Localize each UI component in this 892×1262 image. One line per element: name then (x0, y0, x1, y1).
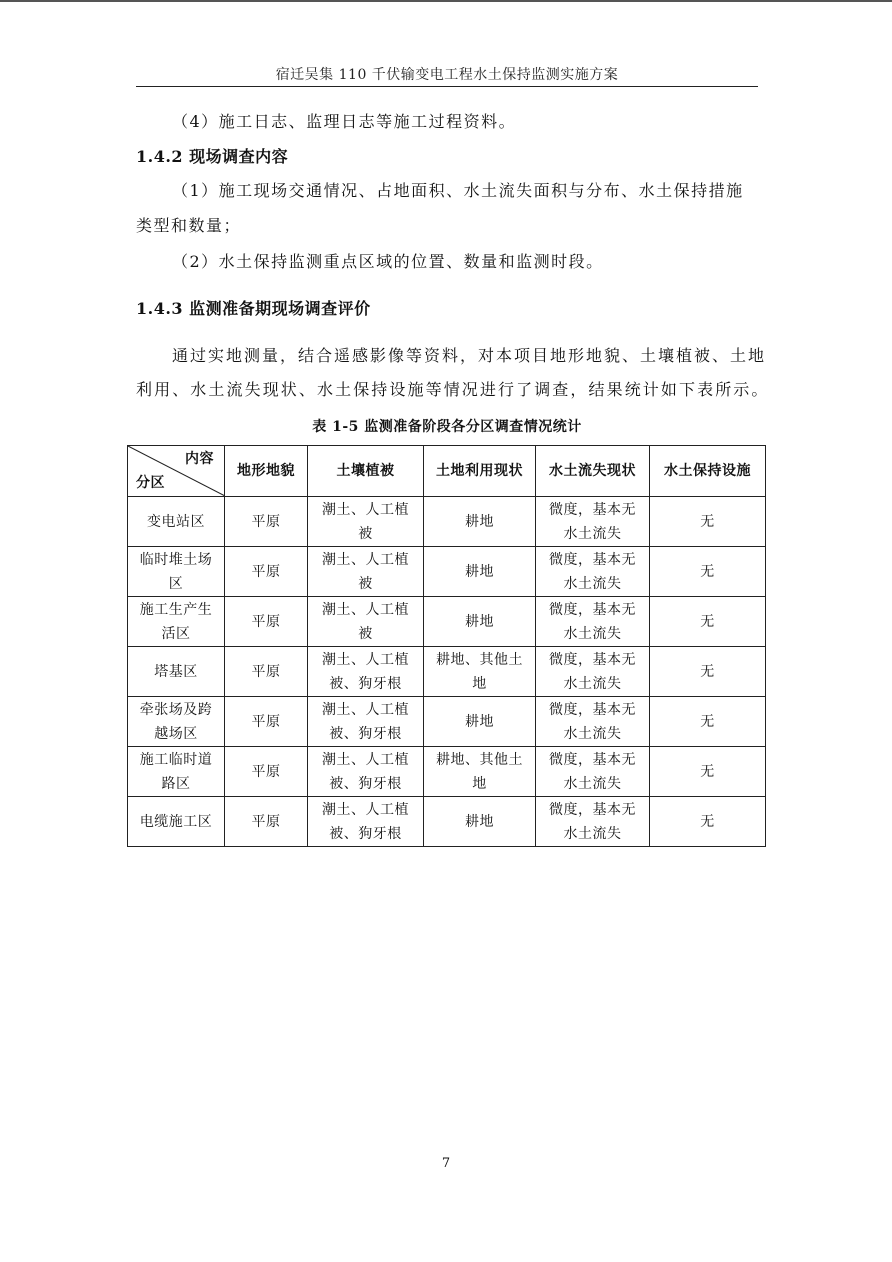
cell-terrain: 平原 (225, 797, 308, 847)
cell-erosion-status (536, 747, 650, 797)
cell-soil-vegetation-line: 被、狗牙根 (329, 775, 402, 792)
cell-soil-vegetation-line: 被、狗牙根 (329, 675, 402, 692)
cell-erosion-status-line: 水土流失 (563, 575, 622, 592)
cell-erosion-status-line: 微度，基本无 (549, 501, 636, 518)
header-land-use: 土地利用现状 (424, 446, 536, 497)
table-row (128, 547, 766, 597)
cell-soil-vegetation-line: 被 (358, 525, 373, 542)
cell-zone (128, 747, 225, 797)
cell-land-use-line: 耕地、其他土 (436, 651, 523, 668)
cell-zone-line: 活区 (161, 625, 191, 642)
cell-land-use (424, 647, 536, 697)
corner-label-content: 内容 (185, 451, 214, 467)
cell-land-use (424, 547, 536, 597)
cell-conservation-facility: 无 (650, 647, 766, 697)
cell-soil-vegetation-line: 被、狗牙根 (329, 725, 402, 742)
cell-soil-vegetation (308, 547, 424, 597)
header-soil-vegetation: 土壤植被 (308, 446, 424, 497)
cell-terrain: 平原 (225, 497, 308, 547)
cell-erosion-status-line: 水土流失 (563, 775, 622, 792)
header-erosion-status: 水土流失现状 (536, 446, 650, 497)
cell-zone (128, 547, 225, 597)
cell-soil-vegetation (308, 697, 424, 747)
cell-land-use (424, 497, 536, 547)
cell-zone-line: 施工生产生 (139, 601, 213, 618)
survey-table (127, 445, 766, 847)
table-caption: 表 1-5 监测准备阶段各分区调查情况统计 (312, 419, 582, 435)
cell-zone-line: 临时堆土场 (139, 551, 213, 568)
cell-land-use-line: 耕地、其他土 (436, 751, 523, 768)
cell-soil-vegetation-line: 潮土、人工植 (322, 651, 409, 668)
header-conservation-facility: 水土保持设施 (650, 446, 766, 497)
cell-soil-vegetation-line: 被、狗牙根 (329, 825, 402, 842)
cell-terrain: 平原 (225, 647, 308, 697)
running-header-title: 宿迁吴集 110 千伏输变电工程水土保持监测实施方案 (275, 67, 619, 83)
cell-erosion-status-line: 微度，基本无 (549, 601, 636, 618)
cell-land-use-line: 耕地 (465, 713, 494, 730)
table-row (128, 647, 766, 697)
cell-erosion-status (536, 497, 650, 547)
cell-terrain: 平原 (225, 747, 308, 797)
page-top-border (0, 0, 892, 2)
cell-soil-vegetation-line: 潮土、人工植 (322, 701, 409, 718)
cell-terrain: 平原 (225, 597, 308, 647)
cell-erosion-status (536, 797, 650, 847)
cell-zone-line: 塔基区 (154, 663, 198, 680)
cell-zone-line: 路区 (161, 775, 191, 792)
cell-zone-line: 区 (168, 575, 184, 592)
table-row (128, 747, 766, 797)
cell-conservation-facility: 无 (650, 747, 766, 797)
cell-zone-line: 电缆施工区 (139, 813, 213, 830)
cell-soil-vegetation (308, 597, 424, 647)
cell-erosion-status-line: 微度，基本无 (549, 651, 636, 668)
page-number: 7 (441, 1156, 451, 1171)
cell-soil-vegetation-line: 潮土、人工植 (322, 601, 409, 618)
table-row (128, 697, 766, 747)
cell-land-use-line: 耕地 (465, 563, 494, 580)
section-heading-1-4-2: 1.4.2 现场调查内容 (136, 147, 289, 166)
cell-erosion-status-line: 微度，基本无 (549, 551, 636, 568)
cell-conservation-facility: 无 (650, 547, 766, 597)
cell-erosion-status (536, 597, 650, 647)
table-body (128, 497, 766, 847)
cell-erosion-status-line: 水土流失 (563, 725, 622, 742)
list-item-1-line-1: （1）施工现场交通情况、占地面积、水土流失面积与分布、水土保持措施 (172, 181, 744, 200)
corner-label-zone: 分区 (136, 475, 165, 491)
paragraph-line-2: 利用、水土流失现状、水土保持设施等情况进行了调查，结果统计如下表所示。 (136, 380, 770, 399)
cell-zone (128, 797, 225, 847)
cell-land-use (424, 697, 536, 747)
cell-land-use (424, 747, 536, 797)
cell-conservation-facility: 无 (650, 797, 766, 847)
cell-erosion-status-line: 水土流失 (563, 525, 622, 542)
cell-soil-vegetation (308, 497, 424, 547)
list-item-2: （2）水土保持监测重点区域的位置、数量和监测时段。 (172, 252, 604, 271)
cell-terrain: 平原 (225, 547, 308, 597)
cell-zone-line: 施工临时道 (139, 751, 213, 768)
cell-land-use-line: 耕地 (465, 513, 494, 530)
corner-header-cell (128, 446, 225, 497)
cell-terrain: 平原 (225, 697, 308, 747)
cell-zone-line: 变电站区 (147, 513, 205, 530)
cell-erosion-status-line: 水土流失 (563, 625, 622, 642)
cell-land-use-line: 地 (472, 775, 487, 792)
section-heading-1-4-3: 1.4.3 监测准备期现场调查评价 (136, 299, 371, 318)
cell-zone (128, 597, 225, 647)
cell-erosion-status (536, 697, 650, 747)
cell-conservation-facility: 无 (650, 697, 766, 747)
cell-zone (128, 497, 225, 547)
cell-soil-vegetation-line: 潮土、人工植 (322, 801, 409, 818)
cell-soil-vegetation (308, 647, 424, 697)
cell-land-use-line: 耕地 (465, 613, 494, 630)
cell-erosion-status-line: 水土流失 (563, 675, 622, 692)
cell-soil-vegetation-line: 潮土、人工植 (322, 751, 409, 768)
table-row (128, 497, 766, 547)
cell-zone-line: 越场区 (154, 725, 198, 742)
cell-erosion-status (536, 547, 650, 597)
cell-erosion-status-line: 水土流失 (563, 825, 622, 842)
cell-soil-vegetation (308, 797, 424, 847)
cell-soil-vegetation (308, 747, 424, 797)
cell-zone (128, 647, 225, 697)
cell-land-use-line: 耕地 (465, 813, 494, 830)
cell-erosion-status-line: 微度，基本无 (549, 801, 636, 818)
table-row (128, 597, 766, 647)
cell-land-use-line: 地 (472, 675, 487, 692)
cell-erosion-status (536, 647, 650, 697)
cell-soil-vegetation-line: 潮土、人工植 (322, 501, 409, 518)
cell-zone (128, 697, 225, 747)
cell-soil-vegetation-line: 潮土、人工植 (322, 551, 409, 568)
paragraph-line-1: 通过实地测量，结合遥感影像等资料，对本项目地形地貌、土壤植被、土地 (172, 346, 767, 365)
cell-erosion-status-line: 微度，基本无 (549, 751, 636, 768)
table-row (128, 797, 766, 847)
cell-zone-line: 牵张场及跨 (139, 701, 213, 718)
cell-erosion-status-line: 微度，基本无 (549, 701, 636, 718)
cell-conservation-facility: 无 (650, 497, 766, 547)
header-rule (136, 86, 758, 87)
cell-land-use (424, 597, 536, 647)
table-header-row (128, 446, 766, 497)
cell-soil-vegetation-line: 被 (358, 625, 373, 642)
cell-soil-vegetation-line: 被 (358, 575, 373, 592)
list-item-4: （4）施工日志、监理日志等施工过程资料。 (172, 112, 517, 131)
header-terrain: 地形地貌 (225, 446, 308, 497)
list-item-1-line-2: 类型和数量； (136, 216, 242, 235)
cell-land-use (424, 797, 536, 847)
cell-conservation-facility: 无 (650, 597, 766, 647)
